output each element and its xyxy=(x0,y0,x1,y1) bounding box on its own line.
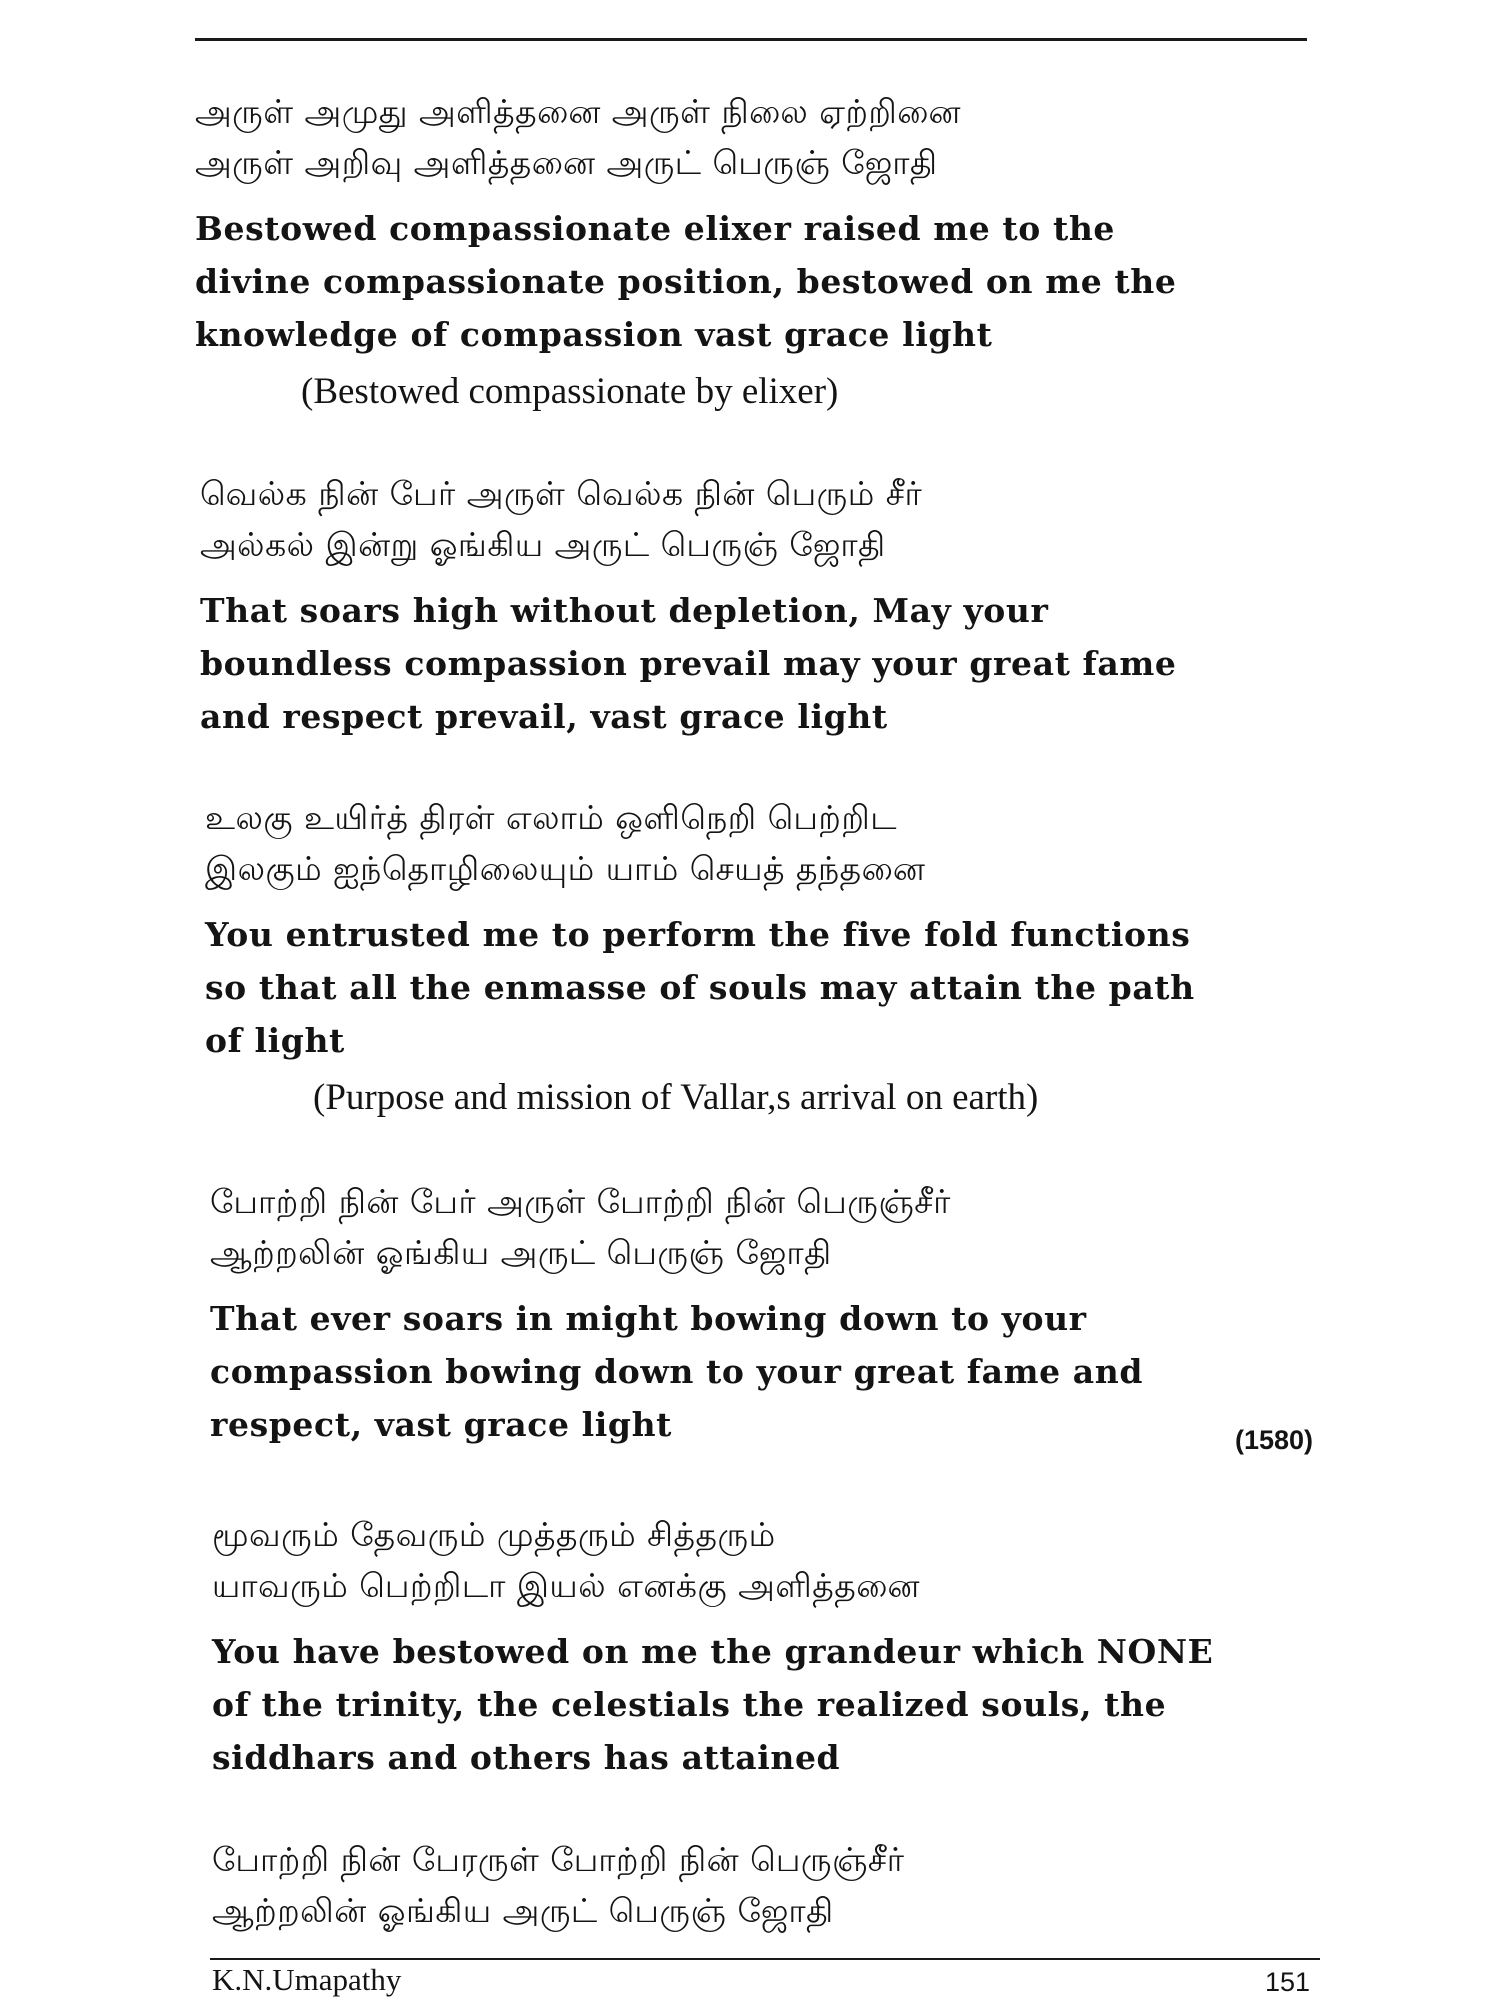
translation-line: That ever soars in might bowing down to your xyxy=(210,1299,1087,1338)
tamil-line: போற்றி நின் பேரருள் போற்றி நின் பெருஞ்சீர் xyxy=(212,1840,905,1879)
tamil-line: வெல்க நின் பேர் அருள் வெல்க நின் பெரும் சீர் xyxy=(200,474,923,513)
translation-line: knowledge of compassion vast grace light xyxy=(195,315,993,354)
tamil-line: போற்றி நின் பேர் அருள் போற்றி நின் பெருஞ்சீர் xyxy=(210,1182,951,1221)
tamil-line: உலகு உயிர்த் திரள் எலாம் ஒளிநெறி பெற்றிட xyxy=(205,798,897,837)
tamil-line: அருள் அறிவு அளித்தனை அருட் பெருஞ் ஜோதி xyxy=(195,143,938,182)
translation-line: and respect prevail, vast grace light xyxy=(200,697,888,736)
english-translation xyxy=(200,584,1176,743)
translation-line: respect, vast grace light xyxy=(210,1405,673,1444)
translation-line: You have bestowed on me the grandeur which NONE xyxy=(212,1632,1214,1671)
verse-5 xyxy=(212,1509,1213,1784)
tamil-line: ஆற்றலின் ஓங்கிய அருட் பெருஞ் ஜோதி xyxy=(212,1891,834,1930)
english-translation xyxy=(205,908,1195,1067)
verse-number: (1580) xyxy=(1235,1425,1314,1455)
translation-line: so that all the enmasse of souls may attain the path xyxy=(205,968,1195,1007)
english-translation xyxy=(212,1625,1213,1784)
translation-line: boundless compassion prevail may your great fame xyxy=(200,644,1177,683)
translation-line: You entrusted me to perform the five fold functions xyxy=(205,915,1191,954)
tamil-line: மூவரும் தேவரும் முத்தரும் சித்தரும் xyxy=(212,1515,776,1554)
verse-3 xyxy=(205,792,1195,1121)
tamil-line: இலகும் ஐந்தொழிலையும் யாம் செயத் தந்தனை xyxy=(205,849,926,888)
verse-1 xyxy=(195,86,1176,415)
verse-4 xyxy=(210,1176,1143,1451)
translation-line: compassion bowing down to your great fame and xyxy=(210,1352,1144,1391)
tamil-line: அருள் அமுது அளித்தனை அருள் நிலை ஏற்றினை xyxy=(195,92,962,131)
translation-line: Bestowed compassionate elixer raised me to the xyxy=(195,209,1116,248)
top-rule xyxy=(195,38,1307,41)
translation-line: siddhars and others has attained xyxy=(212,1738,841,1777)
tamil-line: ஆற்றலின் ஓங்கிய அருட் பெருஞ் ஜோதி xyxy=(210,1233,832,1272)
english-translation xyxy=(195,202,1176,361)
tamil-line: அல்கல் இன்று ஓங்கிய அருட் பெருஞ் ஜோதி xyxy=(200,525,886,564)
verse-6 xyxy=(212,1834,904,1936)
verse-note: (Bestowed compassionate by elixer) xyxy=(301,371,839,412)
translation-line: of light xyxy=(205,1021,345,1060)
english-translation xyxy=(210,1292,1143,1451)
footer-author: K.N.Umapathy xyxy=(212,1962,402,1997)
footer-rule xyxy=(210,1958,1320,1960)
page-number: 151 xyxy=(1265,1967,1311,1997)
translation-line: of the trinity, the celestials the realized souls, the xyxy=(212,1685,1167,1724)
translation-line: That soars high without depletion, May your xyxy=(200,591,1049,630)
translation-line: divine compassionate position, bestowed on me the xyxy=(195,262,1177,301)
verse-2 xyxy=(200,468,1176,743)
tamil-line: யாவரும் பெற்றிடா இயல் எனக்கு அளித்தனை xyxy=(212,1566,920,1605)
verse-note: (Purpose and mission of Vallar,s arrival on earth) xyxy=(313,1077,1039,1118)
